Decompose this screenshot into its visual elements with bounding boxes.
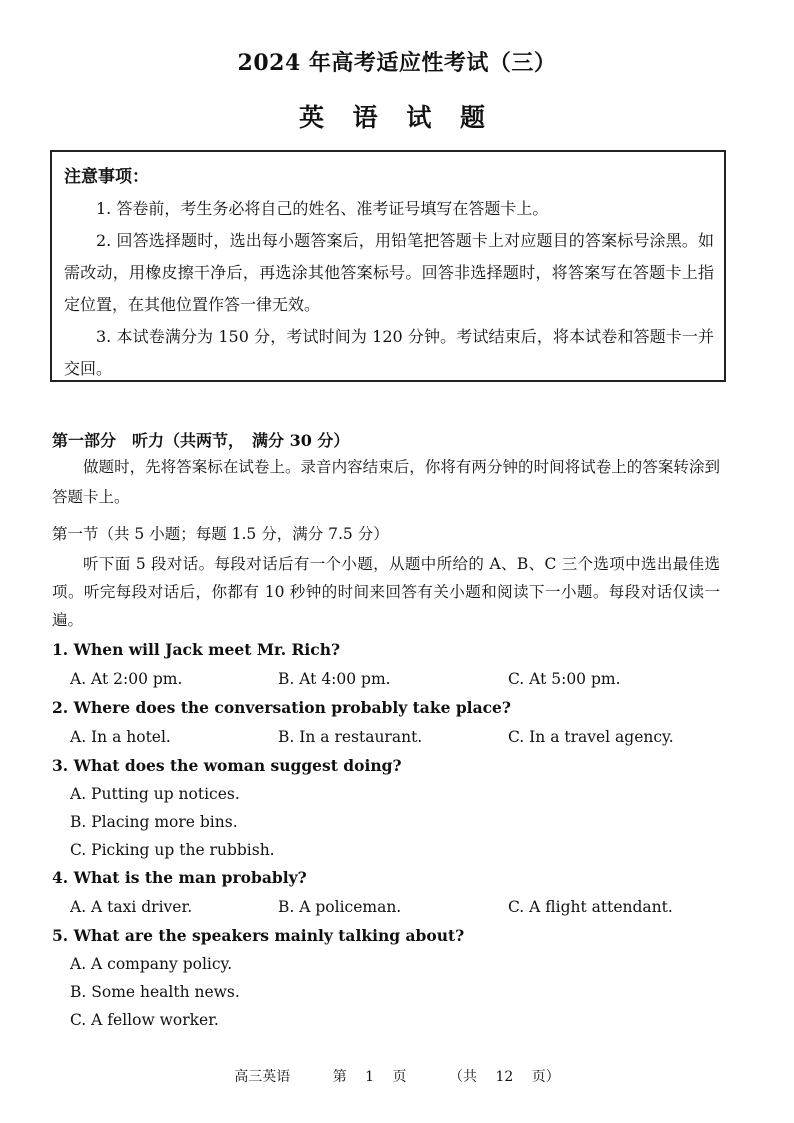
option-b: B. A policeman. (278, 898, 402, 916)
footer-page: 第 1 页 (332, 1069, 407, 1085)
question-stem: 1. When will Jack meet Mr. Rich? (52, 640, 341, 659)
footer-subject: 高三英语 (234, 1069, 291, 1085)
option-b: B. In a restaurant. (278, 728, 423, 746)
exam-subtitle: 英 语 试 题 (298, 103, 496, 132)
option-c: C. A fellow worker. (70, 1011, 219, 1029)
option-b: B. At 4:00 pm. (278, 670, 391, 688)
section1-intro: 听下面 5 段对话。每段对话后有一个小题，从题中所给的 A、B、C 三个选项中选出最佳选项。听完每段对话后，你都有 10 秒钟的时间来回答有关小题和阅读下一小题。每段对话仅读一遍。 (52, 555, 720, 629)
option-b: B. Some health news. (70, 983, 240, 1001)
question-options (52, 664, 732, 694)
option-c: C. Picking up the rubbish. (70, 841, 275, 859)
question-stem: 5. What are the speakers mainly talking about? (52, 926, 465, 945)
option-a: A. Putting up notices. (70, 785, 240, 803)
part1-heading: 第一部分 听力（共两节， 满分 30 分） (52, 431, 350, 450)
exam-title: 2024 年高考适应性考试（三） (237, 50, 557, 76)
option-a: A. A taxi driver. (70, 898, 193, 916)
question-stem: 2. Where does the conversation probably take place? (52, 698, 511, 717)
notice-item-3: 3. 本试卷满分为 150 分，考试时间为 120 分钟。考试结束后，将本试卷和答题卡一并交回。 (64, 327, 714, 378)
question-list (52, 636, 732, 1034)
footer-total: （共 12 页） (449, 1069, 560, 1085)
question-options (52, 892, 732, 922)
notice-title: 注意事项： (64, 167, 149, 187)
notice-box (50, 150, 726, 382)
part1-intro: 做题时，先将答案标在试卷上。录音内容结束后，你将有两分钟的时间将试卷上的答案转涂到答题卡上。 (52, 458, 720, 506)
notice-item-2: 2. 回答选择题时，选出每小题答案后，用铅笔把答题卡上对应题目的答案标号涂黑。如需改动，用橡皮擦干净后，再选涂其他答案标号。回答非选择题时，将答案写在答题卡上指定位置，在其他位置作答一律无效。 (64, 231, 714, 314)
option-c: C. At 5:00 pm. (508, 670, 621, 688)
question-options (52, 722, 732, 752)
option-a: A. At 2:00 pm. (70, 670, 183, 688)
question-stem: 4. What is the man probably? (52, 868, 307, 887)
option-a: A. A company policy. (70, 955, 233, 973)
section1-heading: 第一节（共 5 小题；每题 1.5 分，满分 7.5 分） (52, 525, 389, 543)
option-c: C. In a travel agency. (508, 728, 674, 746)
page-footer (0, 1066, 794, 1086)
notice-item-1: 1. 答卷前，考生务必将自己的姓名、准考证号填写在答题卡上。 (96, 199, 549, 218)
option-b: B. Placing more bins. (70, 813, 238, 831)
option-c: C. A flight attendant. (508, 898, 673, 916)
option-a: A. In a hotel. (70, 728, 171, 746)
question-stem: 3. What does the woman suggest doing? (52, 756, 402, 775)
